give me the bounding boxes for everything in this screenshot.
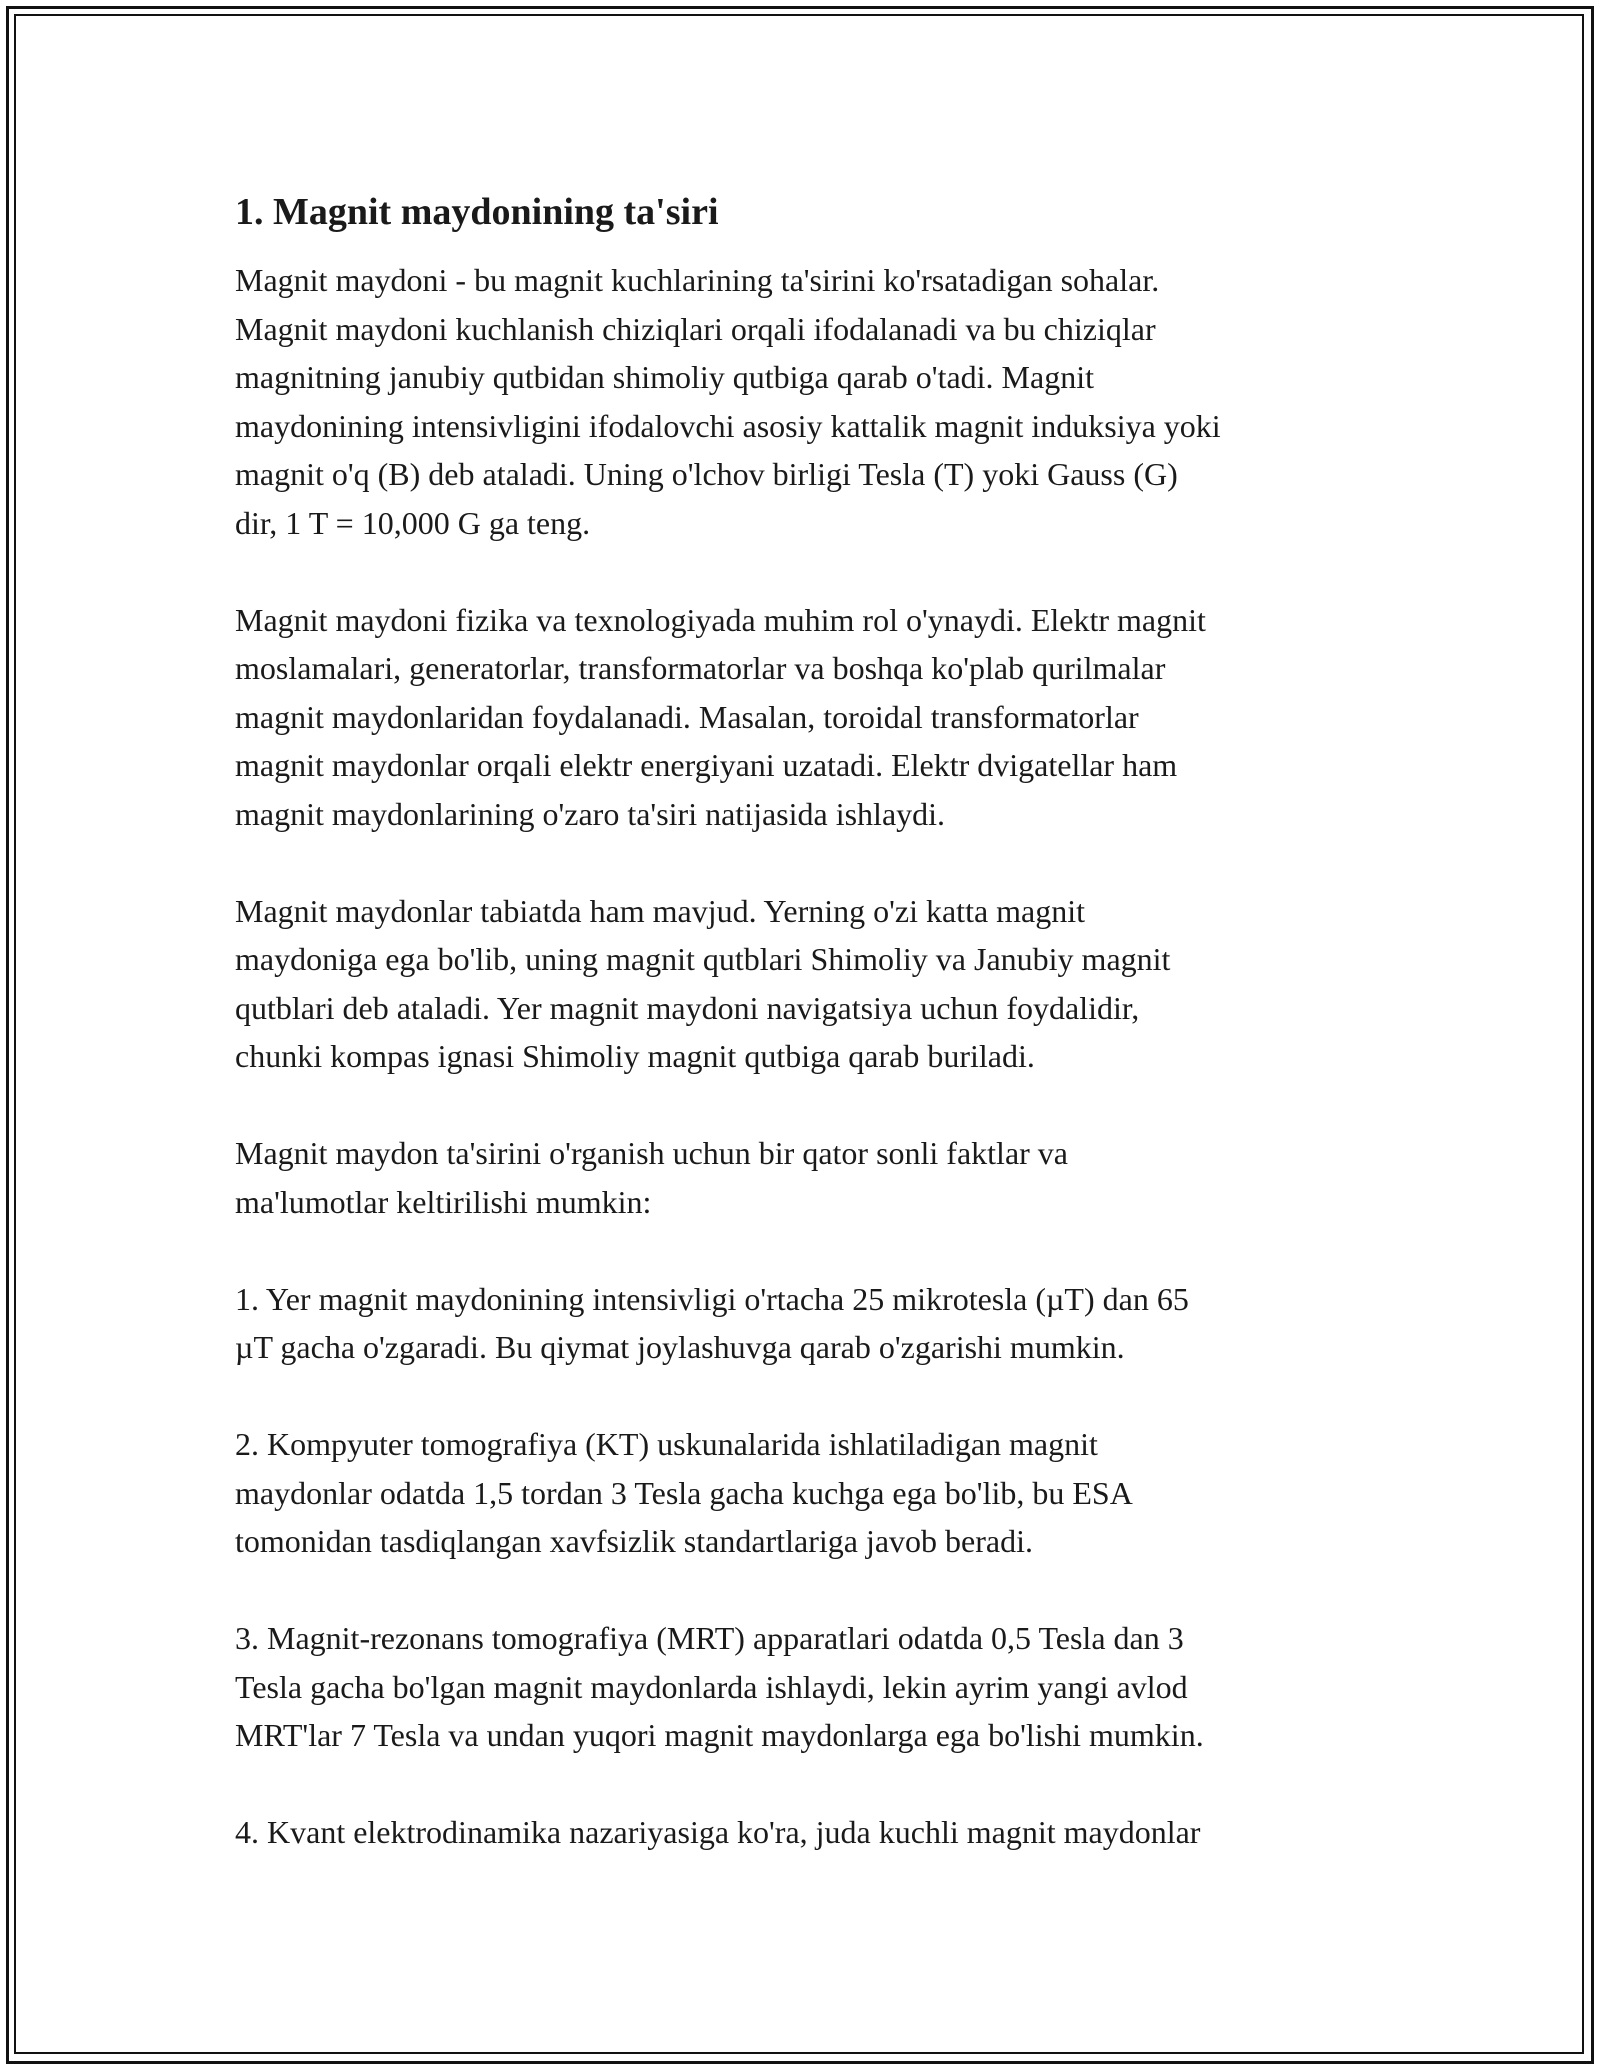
paragraph-nature: Magnit maydonlar tabiatda ham mavjud. Yerning o'zi katta magnit maydoniga ega bo'lib, uning magnit qutblari Shimoliy va Janubiy magnit qutblari deb ataladi. Yer magnit maydoni navigatsiya uchun foydalidir, chunki kompas ignasi Shimoliy magnit qutbiga qarab buriladi. — [235, 892, 1171, 1074]
paragraph-facts-intro: Magnit maydon ta'sirini o'rganish uchun bir qator sonli faktlar va ma'lumotlar keltirilishi mumkin: — [235, 1135, 1068, 1220]
list-item-2: 2. Kompyuter tomografiya (KT) uskunalarida ishlatiladigan magnit maydonlar odatda 1,5 tordan 3 Tesla gacha kuchga ega bo'lib, bu ESA tomonidan tasdiqlangan xavfsizlik standartlariga javob beradi. — [235, 1426, 1133, 1559]
paragraph-definition: Magnit maydoni - bu magnit kuchlarining ta'sirini ko'rsatadigan sohalar. Magnit maydoni kuchlanish chiziqlari orqali ifodalanadi va bu chiziqlar magnitning janubiy qutbidan shimoliy qutbiga qarab o'tadi. Magnit maydonining intensivligini ifodalovchi asosiy kattalik magnit induksiya yoki magnit o'q (B) deb ataladi. Uning o'lchov birligi Tesla (T) yoki Gauss (G) dir, 1 T = 10,000 G ga teng. — [235, 262, 1221, 541]
paragraph-applications: Magnit maydoni fizika va texnologiyada muhim rol o'ynaydi. Elektr magnit moslamalari, generatorlar, transformatorlar va boshqa ko'plab qurilmalar magnit maydonlaridan foydalanadi. Masalan, toroidal transformatorlar magnit maydonlar orqali elektr energiyani uzatadi. Elektr dvigatellar ham magnit maydonlarining o'zaro ta'siri natijasida ishlaydi. — [235, 601, 1206, 832]
list-item-4: 4. Kvant elektrodinamika nazariyasiga ko'ra, juda kuchli magnit maydonlar — [235, 1814, 1201, 1850]
section-heading: 1. Magnit maydonining ta'siri — [235, 191, 719, 233]
list-item-3: 3. Magnit-rezonans tomografiya (MRT) apparatlari odatda 0,5 Tesla dan 3 Tesla gacha bo'lgan magnit maydonlarda ishlaydi, lekin ayrim yangi avlod MRT'lar 7 Tesla va undan yuqori magnit maydonlarga ega bo'lishi mumkin. — [235, 1620, 1204, 1753]
list-item-1: 1. Yer magnit maydonining intensivligi o'rtacha 25 mikrotesla (µT) dan 65 µT gacha o'zgaradi. Bu qiymat joylashuvga qarab o'zgarishi mumkin. — [235, 1280, 1189, 1365]
document-body — [235, 182, 1375, 1857]
